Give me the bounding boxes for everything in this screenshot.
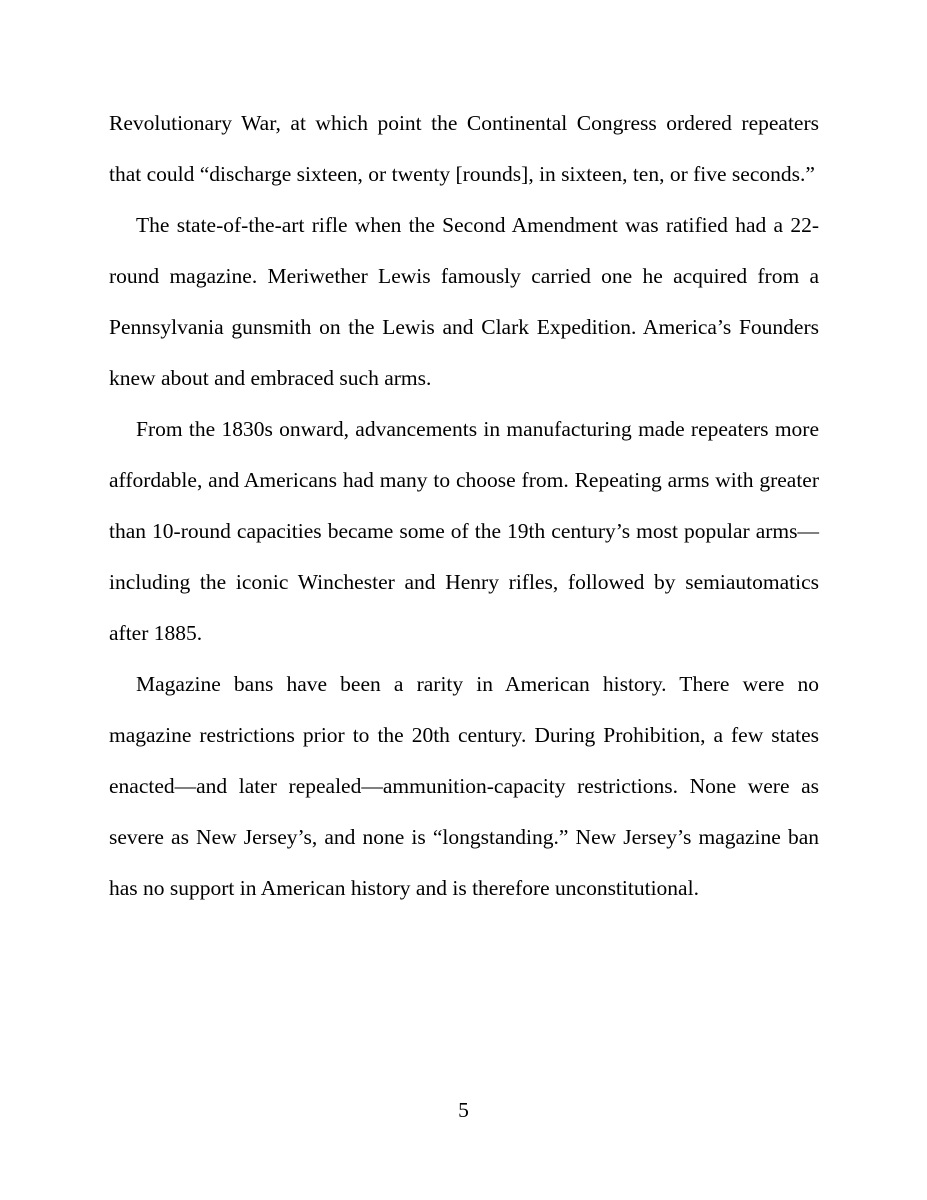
paragraph-magazine-bans: Magazine bans have been a rarity in American history. There were no magazine restrictions prior to the 20th century. During Prohibition, a few states enacted—and later repealed—ammunition-capacity restrictions. None were as severe as New Jersey’s, and none is “longstanding.” New Jersey’s magazine ban has no support in American history and is therefore unconstitutional. xyxy=(109,672,819,900)
document-body xyxy=(109,98,819,914)
paragraph-rifle-ratification: The state-of-the-art rifle when the Second Amendment was ratified had a 22-round magazine. Meriwether Lewis famously carried one he acquired from a Pennsylvania gunsmith on the Lewis and Clark Expedition. America’s Founders knew about and embraced such arms. xyxy=(109,213,819,390)
paragraph-continuation: Revolutionary War, at which point the Continental Congress ordered repeaters that could “discharge sixteen, or twenty [rounds], in sixteen, ten, or five seconds.” xyxy=(109,111,819,186)
paragraph-1830s-repeaters: From the 1830s onward, advancements in manufacturing made repeaters more affordable, and Americans had many to choose from. Repeating arms with greater than 10-round capacities became some of the 19th century’s most popular arms—including the iconic Winchester and Henry rifles, followed by semiautomatics after 1885. xyxy=(109,417,819,645)
page-number: 5 xyxy=(458,1098,469,1122)
